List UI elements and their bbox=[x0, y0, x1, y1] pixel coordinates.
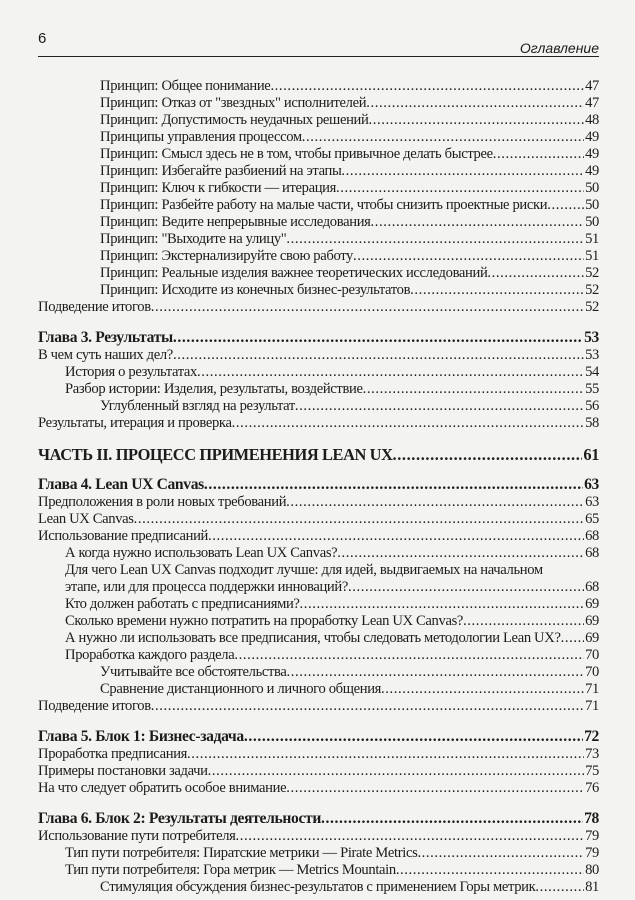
toc-entry[interactable] bbox=[38, 163, 599, 180]
dot-leader bbox=[353, 248, 584, 265]
dot-leader bbox=[287, 664, 585, 681]
toc-entry-title: Подведение итогов bbox=[38, 299, 151, 315]
toc-entry[interactable] bbox=[38, 494, 599, 511]
toc-entry-title: Проработка предписания bbox=[38, 746, 188, 762]
toc-entry[interactable] bbox=[38, 681, 599, 698]
toc-page-number: 48 bbox=[585, 112, 599, 128]
dot-leader bbox=[208, 528, 584, 545]
toc-entry-title: Принцип: Отказ от "звездных" исполнителей bbox=[100, 95, 367, 111]
toc-entry-title: Глава 4. Lean UX Canvas bbox=[38, 476, 204, 493]
toc-entry-title: Сколько времени нужно потратить на проработку Lean UX Canvas? bbox=[65, 613, 464, 629]
toc-entry[interactable] bbox=[38, 664, 599, 681]
toc-page-number: 69 bbox=[585, 613, 599, 629]
dot-leader bbox=[197, 364, 584, 381]
toc-entry-title: В чем суть наших дел? bbox=[38, 347, 173, 363]
toc-entry[interactable] bbox=[38, 596, 599, 613]
toc-page-number: 51 bbox=[585, 231, 599, 247]
toc-entry[interactable] bbox=[38, 630, 599, 647]
dot-leader bbox=[396, 862, 584, 879]
toc-page-number: 50 bbox=[585, 214, 599, 230]
toc-page-number: 53 bbox=[585, 347, 599, 363]
toc-entry-title: ЧАСТЬ II. ПРОЦЕСС ПРИМЕНЕНИЯ LEAN UX bbox=[38, 445, 393, 464]
toc-entry[interactable] bbox=[38, 231, 599, 248]
dot-leader bbox=[535, 879, 584, 896]
toc-page-number: 52 bbox=[585, 299, 599, 315]
toc-entry[interactable] bbox=[38, 698, 599, 715]
toc-entry-title: Принцип: Разбейте работу на малые части, чтобы снизить проектные риски bbox=[100, 197, 548, 213]
toc-entry-title: Принцип: Допустимость неудачных решений bbox=[100, 112, 369, 128]
dot-leader bbox=[337, 545, 584, 562]
toc-page-number: 79 bbox=[585, 828, 599, 844]
toc-page-number: 73 bbox=[585, 746, 599, 762]
toc-part[interactable] bbox=[38, 446, 599, 464]
dot-leader bbox=[187, 746, 584, 763]
toc-entry-title: Глава 3. Результаты bbox=[38, 329, 173, 346]
dot-leader bbox=[348, 579, 584, 596]
dot-leader bbox=[393, 446, 583, 464]
toc-page-number: 68 bbox=[585, 579, 599, 595]
dot-leader bbox=[295, 398, 584, 415]
toc-entry[interactable] bbox=[38, 579, 599, 596]
toc-page-number: 70 bbox=[585, 664, 599, 680]
dot-leader bbox=[244, 728, 583, 746]
toc-entry-title: Принцип: Реальные изделия важнее теоретических исследований bbox=[100, 265, 488, 281]
toc-entry[interactable] bbox=[38, 180, 599, 197]
dot-leader bbox=[300, 596, 585, 613]
toc-entry-title: Кто должен работать с предписаниями? bbox=[65, 596, 300, 612]
toc-entry[interactable] bbox=[38, 545, 599, 562]
toc-entry-title: Принцип: Избегайте разбиений на этапы bbox=[100, 163, 342, 179]
toc-entry-title: Принципы управления процессом bbox=[100, 129, 302, 145]
toc-entry-title: Тип пути потребителя: Пиратские метрики — Pirate Metrics bbox=[65, 845, 418, 861]
toc-entry-title: Проработка каждого раздела bbox=[65, 647, 235, 663]
dot-leader bbox=[232, 415, 585, 432]
toc-entry-title: Глава 6. Блок 2: Результаты деятельности bbox=[38, 810, 321, 827]
dot-leader bbox=[336, 180, 584, 197]
toc-entry[interactable] bbox=[38, 265, 599, 282]
toc-entry-title: Подведение итогов bbox=[38, 698, 151, 714]
toc-entry[interactable] bbox=[38, 528, 599, 545]
toc-page-number: 70 bbox=[585, 647, 599, 663]
toc-entry-title: Принцип: Смысл здесь не в том, чтобы привычное делать быстрее bbox=[100, 146, 493, 162]
dot-leader bbox=[381, 681, 584, 698]
toc-page-number: 49 bbox=[585, 163, 599, 179]
dot-leader bbox=[493, 146, 584, 163]
dot-leader bbox=[236, 828, 585, 845]
toc-page-number: 68 bbox=[585, 545, 599, 561]
toc-entry-title: Lean UX Canvas bbox=[38, 511, 134, 527]
toc-entry-title: История о результатах bbox=[65, 364, 197, 380]
toc-entry[interactable] bbox=[38, 879, 599, 896]
toc-entry-line[interactable]: Для чего Lean UX Canvas подходит лучше: для идей, выдвигаемых на начальном bbox=[65, 562, 543, 578]
toc-entry[interactable] bbox=[38, 780, 599, 797]
toc-entry-title: Принцип: Экстернализируйте свою работу bbox=[100, 248, 353, 264]
toc-entry-title: Принцип: Исходите из конечных бизнес-результатов bbox=[100, 282, 411, 298]
toc-page-number: 55 bbox=[585, 381, 599, 397]
dot-leader bbox=[286, 494, 584, 511]
toc-page-number: 58 bbox=[585, 415, 599, 431]
toc-page-number: 47 bbox=[585, 95, 599, 111]
toc-entry-title: А нужно ли использовать все предписания, чтобы следовать методологии Lean UX? bbox=[65, 630, 561, 646]
toc-page-number: 52 bbox=[585, 265, 599, 281]
toc-page-number: 54 bbox=[585, 364, 599, 380]
dot-leader bbox=[417, 845, 584, 862]
toc-entry[interactable] bbox=[38, 78, 599, 95]
toc-entry-title: Использование предписаний bbox=[38, 528, 209, 544]
dot-leader bbox=[173, 347, 584, 364]
toc-entry-title: Использование пути потребителя bbox=[38, 828, 236, 844]
toc-entry-title: Учитывайте все обстоятельства bbox=[100, 664, 287, 680]
toc-page-number: 65 bbox=[585, 511, 599, 527]
toc-entry-title: Принцип: Общее понимание bbox=[100, 78, 271, 94]
toc-page-number: 53 bbox=[584, 329, 599, 346]
toc-page-number: 51 bbox=[585, 248, 599, 264]
toc-entry[interactable] bbox=[38, 214, 599, 231]
toc-page-number: 76 bbox=[585, 780, 599, 796]
toc-chapter[interactable] bbox=[38, 728, 599, 746]
toc-entry[interactable] bbox=[38, 511, 599, 528]
toc-entry[interactable] bbox=[38, 364, 599, 381]
toc-entry[interactable] bbox=[38, 862, 599, 879]
toc-page-number: 49 bbox=[585, 129, 599, 145]
toc-entry[interactable] bbox=[38, 197, 599, 214]
toc-entry-title: Примеры постановки задачи bbox=[38, 763, 208, 779]
toc-entry-title: Глава 5. Блок 1: Бизнес-задача bbox=[38, 728, 244, 745]
toc-page-number: 49 bbox=[585, 146, 599, 162]
toc-entry-title: Стимуляция обсуждения бизнес-результатов с применением Горы метрик bbox=[100, 879, 536, 895]
dot-leader bbox=[286, 231, 584, 248]
toc-page-number: 79 bbox=[585, 845, 599, 861]
toc-page-number: 47 bbox=[585, 78, 599, 94]
toc-entry[interactable] bbox=[38, 347, 599, 364]
dot-leader bbox=[410, 282, 584, 299]
toc-page-number: 80 bbox=[585, 862, 599, 878]
toc-entry[interactable] bbox=[38, 763, 599, 780]
dot-leader bbox=[270, 78, 584, 95]
toc-entry[interactable] bbox=[38, 613, 599, 630]
toc-entry[interactable] bbox=[38, 381, 599, 398]
toc-entry-title: Сравнение дистанционного и личного общения bbox=[100, 681, 382, 697]
toc-entry-title: Принцип: Ведите непрерывные исследования bbox=[100, 214, 371, 230]
toc-entry-title: Углубленный взгляд на результат bbox=[100, 398, 295, 414]
toc-entry[interactable] bbox=[38, 299, 599, 316]
toc-entry[interactable] bbox=[38, 95, 599, 112]
dot-leader bbox=[463, 613, 584, 630]
toc-page-number: 81 bbox=[585, 879, 599, 895]
dot-leader bbox=[173, 329, 583, 347]
toc-page-number: 72 bbox=[584, 728, 599, 745]
dot-leader bbox=[561, 630, 585, 647]
dot-leader bbox=[204, 476, 583, 494]
toc-chapter[interactable] bbox=[38, 476, 599, 494]
running-title: Оглавление bbox=[519, 40, 599, 56]
toc-page-number: 68 bbox=[585, 528, 599, 544]
toc-entry-title: этапе, или для процесса поддержки инноваций? bbox=[65, 579, 348, 595]
toc-page-number: 56 bbox=[585, 398, 599, 414]
toc-entry-title: Тип пути потребителя: Гора метрик — Metrics Mountain bbox=[65, 862, 396, 878]
toc-page-number: 75 bbox=[585, 763, 599, 779]
toc-entry[interactable] bbox=[38, 248, 599, 265]
toc-entry-title: На что следует обратить особое внимание bbox=[38, 780, 287, 796]
toc-page-number: 61 bbox=[583, 445, 599, 464]
page-number: 6 bbox=[38, 30, 47, 47]
dot-leader bbox=[371, 214, 585, 231]
toc-entry[interactable] bbox=[38, 845, 599, 862]
toc-entry-title: Разбор истории: Изделия, результаты, воздействие bbox=[65, 381, 363, 397]
toc-chapter[interactable] bbox=[38, 810, 599, 828]
toc-entry[interactable] bbox=[38, 112, 599, 129]
dot-leader bbox=[366, 95, 584, 112]
toc-entry[interactable] bbox=[38, 647, 599, 664]
table-of-contents bbox=[38, 78, 599, 896]
dot-leader bbox=[151, 299, 584, 316]
dot-leader bbox=[487, 265, 584, 282]
toc-entry[interactable] bbox=[38, 415, 599, 432]
toc-entry[interactable] bbox=[38, 398, 599, 415]
dot-leader bbox=[302, 129, 584, 146]
dot-leader bbox=[234, 647, 584, 664]
toc-entry-title: Принцип: "Выходите на улицу" bbox=[100, 231, 287, 247]
toc-entry-title: Предположения в роли новых требований bbox=[38, 494, 287, 510]
page-header bbox=[38, 28, 599, 57]
toc-page-number: 71 bbox=[585, 681, 599, 697]
toc-page-number: 71 bbox=[585, 698, 599, 714]
dot-leader bbox=[547, 197, 584, 214]
dot-leader bbox=[208, 763, 584, 780]
toc-page-number: 50 bbox=[585, 180, 599, 196]
toc-entry-title: Принцип: Ключ к гибкости — итерация bbox=[100, 180, 336, 196]
toc-page-number: 63 bbox=[585, 494, 599, 510]
toc-entry[interactable] bbox=[38, 129, 599, 146]
dot-leader bbox=[341, 163, 584, 180]
toc-entry[interactable] bbox=[38, 282, 599, 299]
toc-entry[interactable] bbox=[38, 828, 599, 845]
toc-page-number: 69 bbox=[585, 596, 599, 612]
dot-leader bbox=[134, 511, 584, 528]
toc-page-number: 52 bbox=[585, 282, 599, 298]
toc-page-number: 63 bbox=[584, 476, 599, 493]
toc-entry[interactable] bbox=[38, 746, 599, 763]
toc-page-number: 78 bbox=[584, 810, 599, 827]
toc-entry-title: Результаты, итерация и проверка bbox=[38, 415, 232, 431]
dot-leader bbox=[286, 780, 584, 797]
toc-entry[interactable] bbox=[38, 146, 599, 163]
toc-entry-title: А когда нужно использовать Lean UX Canvas? bbox=[65, 545, 338, 561]
dot-leader bbox=[363, 381, 585, 398]
toc-page-number: 50 bbox=[585, 197, 599, 213]
dot-leader bbox=[368, 112, 584, 129]
toc-page-number: 69 bbox=[585, 630, 599, 646]
dot-leader bbox=[151, 698, 584, 715]
toc-chapter[interactable] bbox=[38, 329, 599, 347]
dot-leader bbox=[321, 810, 583, 828]
